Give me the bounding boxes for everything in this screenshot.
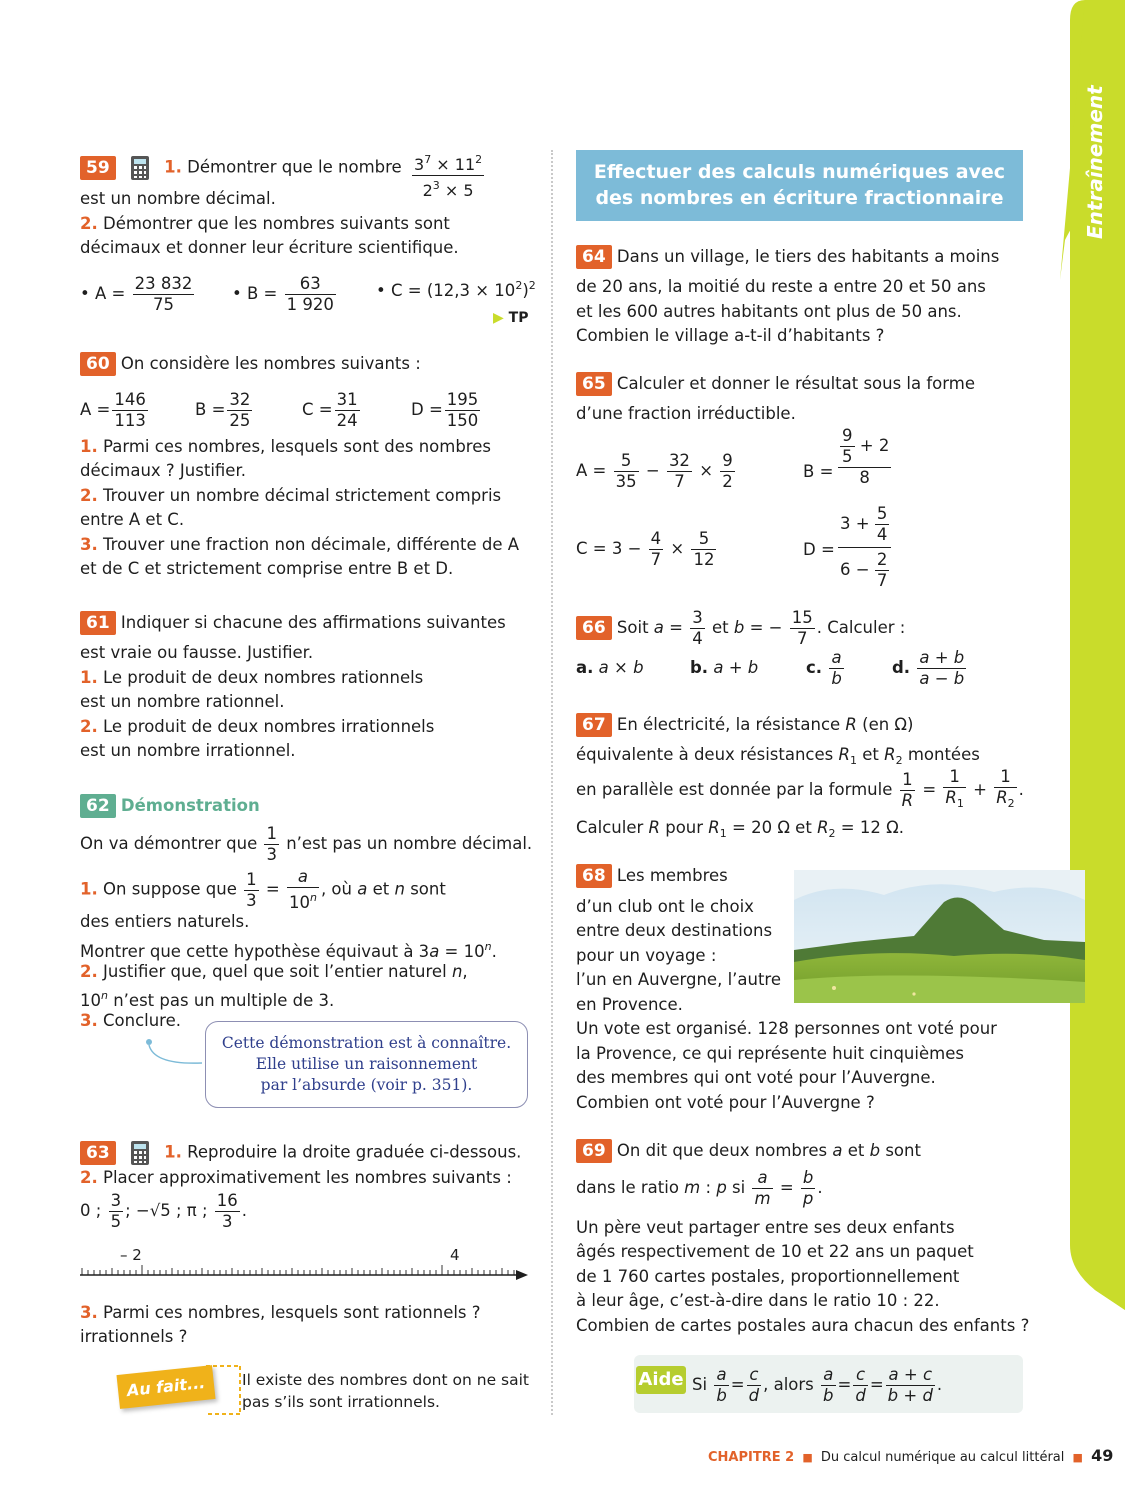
ex62-p3: 3. Conclure. [80, 1011, 182, 1030]
ex66-qd: d. $\frac{a + b}{a - b}$ [892, 648, 965, 688]
aide-badge: Aide [636, 1366, 686, 1394]
ex68-l7: Un vote est organisé. 128 personnes ont voté pour [576, 1019, 997, 1038]
aufait-line1: Il existe des nombres dont on ne sait [242, 1371, 529, 1389]
ex62-p1: 1. On suppose que $\frac{1}{3}$ = $\frac{a}{10^n}$ , où a et n sont [80, 867, 446, 912]
ex66-l1: 66 Soit a = $\frac{3}{4}$ et b = − $\frac{15}{7}$ . Calculer : [576, 606, 905, 650]
ex62-callout: Cette démonstration est à connaître. Elle utilise un raisonnement par l’absurde (voir p. 351). [205, 1021, 528, 1108]
ex62-line1: On va démontrer que $\frac{1}{3}$ n’est pas un nombre décimal. [80, 824, 533, 864]
calculator-icon [127, 155, 153, 181]
callout-connector [140, 1035, 210, 1075]
ex69-l6: à leur âge, c’est-à-dire dans le ratio 10 : 22. [576, 1291, 940, 1310]
page-footer [708, 1446, 1113, 1468]
column-divider [551, 150, 553, 1415]
ex69-l2: dans le ratio m : p si $\frac{a}{m}$ = $\frac{b}{p}$ . [576, 1168, 823, 1208]
aufait-line2: pas s’ils sont irrationnels. [242, 1393, 440, 1411]
ex65-D-fraction: 3 + $\frac{5}{4}$ 6 − $\frac{2}{7}$ [838, 504, 891, 591]
ex67-l4: Calculer R pour $R_1 = 20$ Ω et $R_2 = 12$ Ω. [576, 818, 904, 840]
ex66-questions: a. a × b [576, 658, 644, 677]
ex64-l3: et les 600 autres habitants ont plus de 50 ans. [576, 302, 962, 321]
ex67-l1: 67 En électricité, la résistance R (en Ω) [576, 713, 913, 737]
ex59-A: • A = $\frac{23 832}{75}$ [80, 274, 193, 314]
footer-chapter: CHAPITRE 2 [708, 1450, 795, 1465]
ex66-qc: c. $\frac{a}{b}$ [806, 648, 842, 688]
ex59-fraction: $3^7 \times 11^2$ $2^3 \times 5$ [414, 153, 483, 200]
ex60-D: D = $\frac{195}{150}$ [411, 390, 479, 430]
ex60-p1-line2: décimaux ? Justifier. [80, 461, 246, 480]
play-icon: ▶ [493, 310, 504, 326]
ex68-l1: 68 Les membres [576, 864, 728, 888]
footer-title: Du calcul numérique au calcul littéral [820, 1450, 1065, 1465]
ex67-l2: équivalente à deux résistances $R_1$ et $R_2$ montées [576, 745, 980, 767]
ex60-values: A = $\frac{146}{113}$ [80, 390, 146, 430]
ex65-C: C = 3 − $\frac{4}{7}$ × $\frac{5}{12}$ [576, 529, 715, 569]
ex68-l4: pour un voyage : [576, 946, 717, 965]
ex69-l3: Un père veut partager entre ses deux enfants [576, 1218, 955, 1237]
ex60-p2: 2. Trouver un nombre décimal strictement compris [80, 486, 502, 505]
ex61-intro2: est vraie ou fausse. Justifier. [80, 643, 314, 662]
page-number: 49 [1091, 1446, 1114, 1465]
ex61-intro: 61 Indiquer si chacune des affirmations suivantes [80, 611, 506, 635]
ex69-number: 69 [576, 1139, 612, 1163]
ex59-B: • B = $\frac{63}{1 920}$ [232, 274, 334, 314]
ex59-line4: décimaux et donner leur écriture scientifique. [80, 238, 459, 257]
axis-label-right: 4 [450, 1246, 460, 1264]
ex63-p3-line2: irrationnels ? [80, 1327, 188, 1346]
ex65-D-label: D = [803, 540, 835, 559]
ex64-number: 64 [576, 245, 612, 269]
ex59-part1-text: Démontrer que le nombre [187, 157, 402, 177]
ex65-B-fraction: $\frac{9}{5}$ + 2 8 [838, 426, 891, 488]
aufait-badge: Au fait... [116, 1365, 215, 1409]
tp-link[interactable]: ▶ TP [493, 310, 529, 326]
ex65-A: A = $\frac{5}{35}$ − $\frac{32}{7}$ × $\frac{9}{2}$ [576, 451, 733, 491]
ex61-p1: 1. Le produit de deux nombres rationnels [80, 668, 424, 687]
ex67-number: 67 [576, 713, 612, 737]
ex60-C: C = $\frac{31}{24}$ [302, 390, 358, 430]
square-icon: ■ [1072, 1451, 1083, 1464]
ex60-intro: 60 On considère les nombres suivants : [80, 352, 421, 376]
ex62-p2: 2. Justifier que, quel que soit l’entier naturel n, [80, 962, 468, 981]
ex63-p2: 2. Placer approximativement les nombres suivants : [80, 1168, 512, 1187]
ex63-number: 63 [80, 1141, 116, 1165]
ex59-line3: 2. Démontrer que les nombres suivants sont [80, 214, 450, 233]
ex68-l5: l’un en Auvergne, l’autre [576, 970, 782, 989]
side-tab-label: Entraînement [1083, 85, 1107, 239]
ex59-number: 59 [80, 156, 116, 180]
ex62-number: 62 [80, 794, 116, 818]
ex69-l7: Combien de cartes postales aura chacun des enfants ? [576, 1316, 1030, 1335]
ex69-l5: de 1 760 cartes postales, proportionnellement [576, 1267, 960, 1286]
ex66-qb: b. a + b [690, 658, 759, 677]
ex62-line-montrer: Montrer que cette hypothèse équivaut à $3a = 10^n$. [80, 940, 497, 961]
ex60-B: B = $\frac{32}{25}$ [195, 390, 251, 430]
ex68-l2: d’un club ont le choix [576, 897, 754, 916]
ex69-l4: âgés respectivement de 10 et 22 ans un paquet [576, 1242, 974, 1261]
number-line-arrow [516, 1270, 528, 1280]
ex65-l1: 65 Calculer et donner le résultat sous la forme [576, 372, 975, 396]
axis-label-left: – 2 [120, 1246, 142, 1264]
number-line [78, 1264, 533, 1284]
ex60-p3-line2: et de C et strictement comprise entre B et D. [80, 559, 454, 578]
ex59-C: • $C = (12,3 \times 10^2)^2$ [376, 279, 536, 300]
aide-formula: Si $\frac{a}{b}$ = $\frac{c}{d}$ , alors $\frac{a}{b}$ = $\frac{c}{d}$ = $\frac{a + c}{b + d}$ . [692, 1365, 943, 1405]
ex68-l3: entre deux destinations [576, 921, 773, 940]
ex61-number: 61 [80, 611, 116, 635]
ex61-p2: 2. Le produit de deux nombres irrationnels [80, 717, 435, 736]
ex62-line-10n: 10$^n$ n’est pas un multiple de 3. [80, 989, 335, 1010]
ex63-p3: 3. Parmi ces nombres, lesquels sont rationnels ? [80, 1303, 481, 1322]
ex63-numbers: 0 ; $\frac{3}{5}$ ; −√5 ; π ; $\frac{16}{3}$ . [80, 1191, 248, 1231]
ex68-l6: en Provence. [576, 995, 683, 1014]
ex68-l8: la Provence, ce qui représente huit cinquièmes [576, 1044, 964, 1063]
section-header: Effectuer des calculs numériques avec des nombres en écriture fractionnaire [576, 150, 1023, 221]
ex67-l3: en parallèle est donnée par la formule $\frac{1}{R}$ = $\frac{1}{R_1}$ + $\frac{1}{R_2}$ . [576, 767, 1024, 813]
square-icon: ■ [802, 1451, 813, 1464]
ex64-l4: Combien le village a-t-il d’habitants ? [576, 326, 885, 345]
ex59-line1 [80, 155, 402, 181]
ex65-number: 65 [576, 372, 612, 396]
ex65-l2: d’une fraction irréductible. [576, 404, 796, 423]
ex63-line1: 63 1. Reproduire la droite graduée ci-dessous. [80, 1140, 521, 1166]
ex69-l1: 69 On dit que deux nombres a et b sont [576, 1139, 921, 1163]
ex60-p2-line2: entre A et C. [80, 510, 185, 529]
ex59-part1-label: 1. [164, 157, 182, 177]
ex66-number: 66 [576, 616, 612, 640]
ex62-header: 62 Démonstration [80, 794, 260, 818]
ex68-l9: des membres qui ont voté pour l’Auvergne. [576, 1068, 936, 1087]
ex60-p1: 1. Parmi ces nombres, lesquels sont des nombres [80, 437, 491, 456]
auvergne-landscape-image [794, 870, 1085, 1003]
ex68-number: 68 [576, 864, 612, 888]
ex65-B-label: B = [803, 462, 834, 481]
calculator-icon [127, 1140, 153, 1166]
ex64-l2: de 20 ans, la moitié du reste a entre 20 et 50 ans [576, 277, 986, 296]
ex59-line2: est un nombre décimal. [80, 189, 276, 208]
ex60-p3: 3. Trouver une fraction non décimale, différente de A [80, 535, 520, 554]
ex62-line-entiers: des entiers naturels. [80, 912, 250, 931]
ex64-l1: 64 Dans un village, le tiers des habitants a moins [576, 245, 999, 269]
ex61-p1-line2: est un nombre rationnel. [80, 692, 285, 711]
ex61-p2-line2: est un nombre irrationnel. [80, 741, 296, 760]
ex68-l10: Combien ont voté pour l’Auvergne ? [576, 1093, 875, 1112]
ex60-number: 60 [80, 352, 116, 376]
